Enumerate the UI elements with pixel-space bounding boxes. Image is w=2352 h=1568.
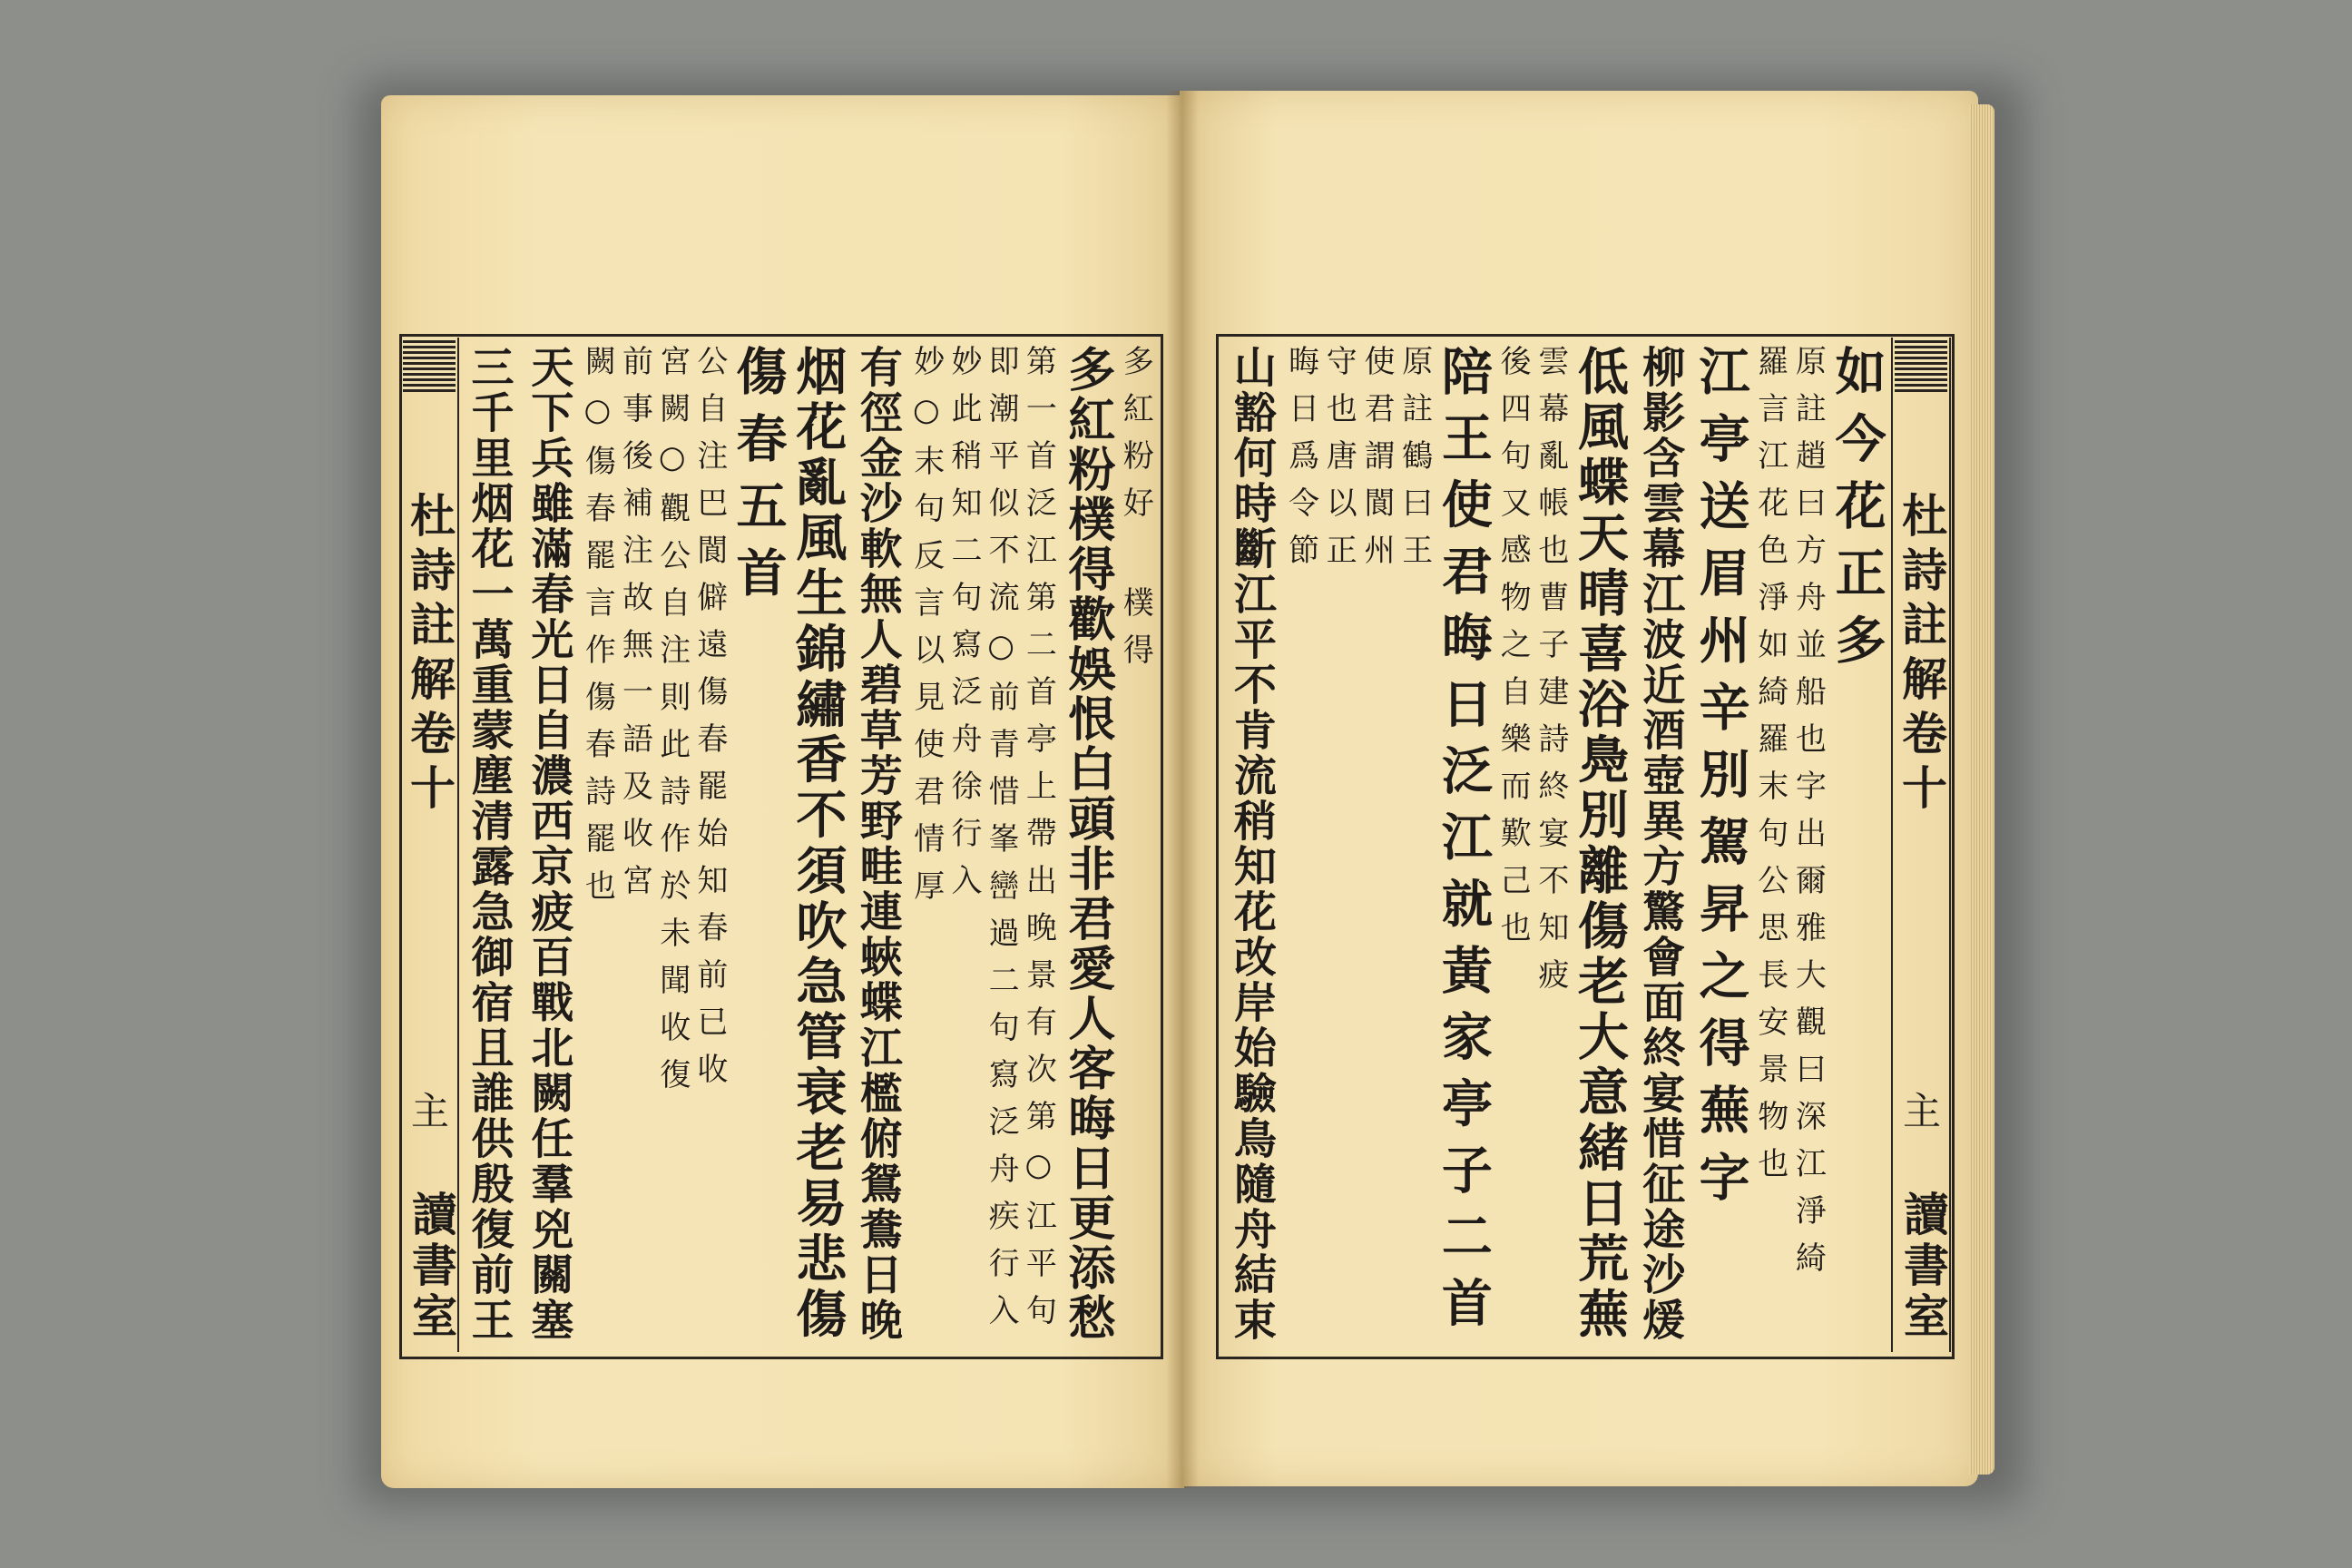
commentary-column: 闕○傷春罷言作傷春詩罷也	[579, 345, 616, 916]
commentary-column: 第一首泛江第二首亭上帶出晚景有次第○江平句	[1020, 345, 1057, 1341]
commentary-column: 多紅粉好 樸得	[1117, 345, 1154, 681]
press-name: 讀書室	[1896, 1191, 1950, 1343]
page-edge-stack	[1969, 104, 1994, 1475]
commentary-column: 原註鶴曰王	[1396, 345, 1433, 581]
text-column: 江亭送眉州辛別駕昇之得蕪字	[1690, 345, 1751, 1218]
commentary-column: 雲幕亂帳也曹子建詩終宴不知疲	[1532, 345, 1569, 1005]
book-gutter	[1166, 91, 1199, 1488]
text-column: 柳影含雲幕江波近酒壺異方驚會面終宴惜征途沙煖	[1635, 345, 1686, 1343]
leaf-number: 主	[406, 1091, 450, 1134]
commentary-column: 妙○末句反言以見使君情厚	[907, 345, 945, 916]
commentary-column: 晦日爲令節	[1282, 345, 1319, 581]
fish-tail-ornament	[403, 338, 456, 392]
margin-title: 杜詩註解卷十	[403, 492, 456, 818]
commentary-column: 後四句又感物之自樂而歎己也	[1494, 345, 1532, 958]
commentary-column: 宮闕○觀公自注則此詩作於未聞收復	[653, 345, 691, 1105]
commentary-column: 原註趙曰方舟並船也字出爾雅大觀曰深江淨綺	[1789, 345, 1827, 1289]
commentary-column: 妙此稍知二句寫泛舟徐行入	[945, 345, 982, 911]
left-margin-band	[399, 338, 459, 1352]
text-column: 有徑金沙軟無人碧草芳野畦連蛺蝶江檻俯鴛鴦日晚	[852, 345, 903, 1343]
text-column: 陪王使君晦日泛江就黃家亭子二首	[1433, 345, 1494, 1343]
commentary-column: 使君謂閬州	[1357, 345, 1395, 581]
text-column: 多紅粉樸得歡娛恨白頭非君愛人客晦日更添愁	[1059, 345, 1115, 1343]
right-margin-band	[1891, 338, 1951, 1352]
fish-tail-ornament	[1895, 338, 1947, 392]
margin-title: 杜詩註解卷十	[1895, 492, 1948, 818]
commentary-column: 即潮平似不流○前青惜峯巒過二句寫泛舟疾行入	[983, 345, 1020, 1341]
commentary-column: 前事後補注故無一語及收宮	[616, 345, 653, 911]
text-column: 天下兵雖滿春光日自濃西京疲百戰北闕任羣兇關塞	[524, 345, 574, 1343]
text-column: 烟花亂風生錦繡香不須吹急管衰老易悲傷	[788, 345, 848, 1343]
commentary-column: 公自注巴閬僻遠傷春罷始知春前已收	[691, 345, 728, 1100]
text-column: 低風蝶天晴喜浴鳧別離傷老大意緒日荒蕪	[1570, 345, 1631, 1343]
leaf-number: 主	[1897, 1091, 1942, 1134]
text-column: 如今花正多	[1827, 345, 1887, 681]
text-column: 傷春五首	[728, 345, 789, 613]
commentary-column: 羅言江花色淨如綺羅末句公思長安景物也	[1751, 345, 1788, 1194]
press-name: 讀書室	[405, 1191, 458, 1343]
text-column: 三千里烟花一萬重蒙塵清露急御宿且誰供殷復前王	[464, 345, 514, 1343]
text-column: 山豁何時斷江平不肯流稍知花改岸始驗鳥隨舟結束	[1226, 345, 1277, 1343]
commentary-column: 守也唐以正	[1320, 345, 1357, 581]
